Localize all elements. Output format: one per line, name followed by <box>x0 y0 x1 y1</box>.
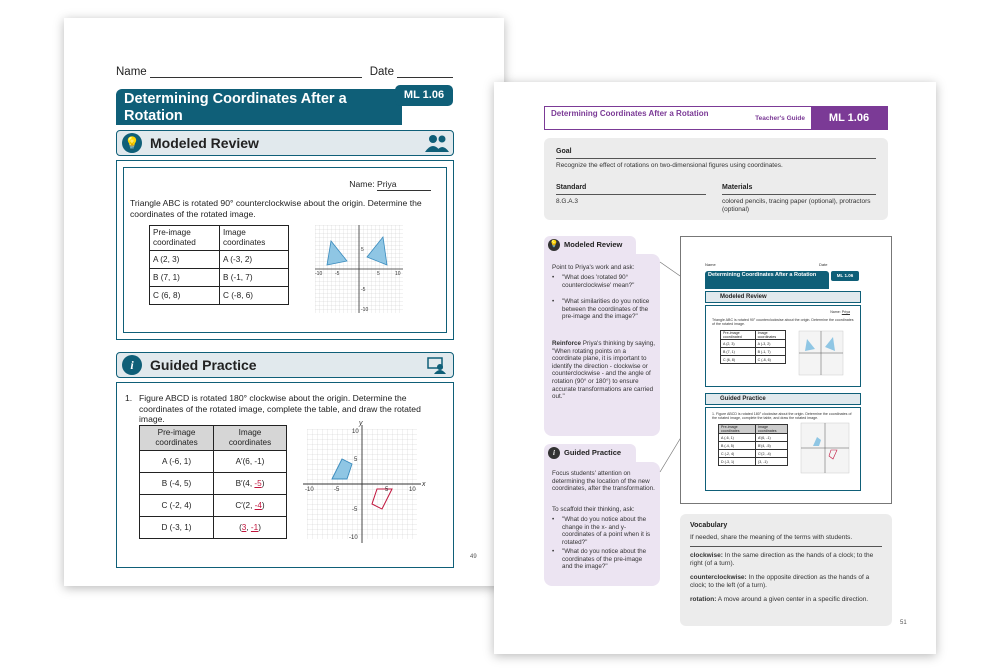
student-name-field: Name: Priya <box>349 179 431 191</box>
guided-practice-title: Guided Practice <box>150 357 257 373</box>
svg-text:-10: -10 <box>305 487 314 493</box>
table-row: D (-3, 1) (3, -1) <box>140 517 287 539</box>
modeled-bullet-1: "What does 'rotated 90° counterclockwise' mean?" <box>562 274 635 289</box>
guide-ml-code: ML 1.06 <box>811 107 887 129</box>
modeled-note-box: Point to Priya's work and ask: • "What does 'rotated 90° counterclockwise' mean?" • "What similarities do you notice between the coordinates of the pre-image and the image?" Reinforce Priya's thinking by saying, "When rotating points on a coordinate plane, it is important to identify the direction - clockwise or counterclockwise - and the angle of rotation (90° or 180°) to ensure accurate transformations are carried out." <box>544 254 660 436</box>
vocabulary-label: Vocabulary <box>690 522 728 529</box>
modeled-col-pre: Pre-image coordinated <box>150 226 220 251</box>
vocab-term-rotation: rotation: A move around a given center in a specific direction. <box>690 596 869 603</box>
thumb-ml: ML 1.06 <box>831 271 859 281</box>
thumb-guided-table: Pre-image coordinates Image coordinates A (-6, 1) A′(6, -1) B (-4, 5) B′(4, -5) C (-2, 4) C′(2, -4) D (-3, 1) (3, -1) <box>718 424 788 466</box>
modeled-table <box>149 225 289 305</box>
thumb-modeled-header: Modeled Review <box>705 291 861 303</box>
svg-text:10: 10 <box>352 429 359 435</box>
student-name: Priya <box>377 179 431 191</box>
table-row: C (-2, 4) C′(2, -4) <box>140 495 287 517</box>
name-line <box>150 67 362 78</box>
vocab-term-clockwise: clockwise: In the same direction as the hands of a clock; to the right (of a turn). <box>690 552 874 567</box>
lightbulb-icon: 💡 <box>122 133 142 153</box>
svg-text:-10: -10 <box>349 535 358 541</box>
guided-col-img: Image coordinates <box>214 426 287 451</box>
table-row: A (-6, 1) A′(6, -1) <box>140 451 287 473</box>
teachers-guide-page <box>494 82 936 654</box>
divider <box>690 546 882 547</box>
answer-d-x: 3 <box>241 523 247 532</box>
goal-label: Goal <box>556 148 572 155</box>
svg-text:-5: -5 <box>335 271 340 277</box>
guided-practice-header <box>116 352 454 378</box>
thumb-grid-1 <box>798 330 844 376</box>
thumb-guided-header: Guided Practice <box>705 393 861 405</box>
modeled-review-box <box>116 160 454 340</box>
thumb-modeled-table: Pre-image coordinated Image coordinates A (2, 3) A (-3, 2) B (7, 1) B (-1, 7) C (6, 8) C (-8, 6) <box>720 330 786 364</box>
guided-focus: Focus students' attention on determining the location of the new coordinates, after the transformation. <box>552 470 655 493</box>
modeled-prompt: Triangle ABC is rotated 90° counterclockwise about the origin. Determine the coordinates of the rotated image. <box>130 198 422 219</box>
thumb-grid-2 <box>800 422 850 474</box>
table-row: C (6, 8) C (-8, 6) <box>150 287 289 305</box>
goal-text: Recognize the effect of rotations on two-dimensional figures using coordinates. <box>556 162 783 169</box>
problem-number: 1. <box>125 393 133 403</box>
svg-text:10: 10 <box>409 487 416 493</box>
student-desk-icon <box>425 356 447 374</box>
modeled-note-tab: 💡 Modeled Review <box>544 236 636 256</box>
svg-text:10: 10 <box>395 271 401 277</box>
guided-bullet-1: "What do you notice about the change in the x- and y-coordinates of a point when it is rotated?" <box>562 516 651 546</box>
thumb-title: Determining Coordinates After a Rotation <box>705 271 829 289</box>
vocabulary-intro: If needed, share the meaning of the terms with students. <box>690 534 853 541</box>
thumb-modeled-box: Name: Priya Triangle ABC is rotated 90° counterclockwise about the origin. Determine the coordinates of the rotated image. Pre-image coordinated Image coordinates A (2, 3) A (-3, 2) B (7, 1) B (-1, 7) C (6, 8) C (-8, 6) <box>705 305 861 387</box>
thumb-guided-box: 1. Figure ABCD is rotated 180° clockwise about the origin. Determine the coordinates of the rotated image, complete the table, and draw the rotated image. Pre-image coordinates Image coordinates A (-6, 1) A′(6, -1) B (-4, 5) B′(4, -5) C (-2, 4) C′(2, -4) D (-3, 1) (3, -1) <box>705 407 861 491</box>
name-date-row <box>116 66 453 78</box>
date-label: Date <box>369 66 394 78</box>
info-icon: i <box>548 447 560 459</box>
svg-text:-5: -5 <box>352 507 358 513</box>
ml-code-tag: ML 1.06 <box>395 85 453 106</box>
people-icon <box>425 134 447 152</box>
standard-text: 8.G.A.3 <box>556 198 579 205</box>
svg-text:x: x <box>422 481 426 488</box>
guided-coordinate-grid <box>297 419 427 551</box>
svg-text:5: 5 <box>354 457 358 463</box>
modeled-review-title: Modeled Review <box>150 135 259 151</box>
teachers-guide-label: Teacher's Guide <box>755 115 805 122</box>
answer-c: -4 <box>254 501 262 510</box>
guided-table <box>139 425 287 539</box>
worksheet-thumbnail <box>680 236 892 504</box>
materials-label: Materials <box>722 184 753 191</box>
vocab-term-counterclockwise: counterclockwise: In the opposite direction as the hands of a clock; to the left (of a turn). <box>690 574 870 589</box>
guide-header-title: Determining Coordinates After a Rotation <box>551 109 709 118</box>
svg-text:5: 5 <box>385 487 389 493</box>
reinforce-text: Reinforce Priya's thinking by saying, "When rotating points on a coordinate plane, it is important to identify the direction - clockwise or counterclockwise - and the angle of rotation (90° or 180°) to ensure accurate transformations are carried out." <box>552 340 656 401</box>
worksheet-title: Determining Coordinates After a Rotation <box>116 89 402 125</box>
svg-text:5: 5 <box>361 247 364 253</box>
materials-text: colored pencils, tracing paper (optional), protractors (optional) <box>722 198 871 213</box>
page-number-right: 51 <box>900 620 907 626</box>
table-row: B (-4, 5) B′(4, -5) <box>140 473 287 495</box>
thumb-name-label: Name <box>705 262 716 267</box>
date-line <box>397 67 453 78</box>
guided-note-box: Focus students' attention on determining the location of the new coordinates, after the transformation. To scaffold their thinking, ask: • "What do you notice about the change in the x- and y-coordinates of a point when it is rotated?" • "What do you notice about the coordinates of the pre-image and the image?" <box>544 462 660 586</box>
svg-text:-5: -5 <box>334 487 340 493</box>
guided-note-tab: i Guided Practice <box>544 444 636 464</box>
guided-practice-box <box>116 382 454 568</box>
table-row: B (7, 1) B (-1, 7) <box>150 269 289 287</box>
answer-d-y: -1 <box>250 523 259 532</box>
modeled-coordinate-grid <box>311 221 407 317</box>
modeled-bullet-2: "What similarities do you notice between the coordinates of the pre-image and the image?" <box>562 298 650 321</box>
answer-b: -5 <box>254 479 262 488</box>
guided-col-pre: Pre-image coordinates <box>140 426 214 451</box>
modeled-intro: Point to Priya's work and ask: <box>552 264 635 271</box>
modeled-review-header <box>116 130 454 156</box>
guided-prompt: Figure ABCD is rotated 180° clockwise about the origin. Determine the coordinates of the rotated image, complete the table, and draw the rotated image. <box>139 393 421 424</box>
guided-scaffold: To scaffold their thinking, ask: <box>552 506 635 513</box>
thumb-date-label: Date <box>819 262 828 267</box>
student-worksheet-page <box>64 18 504 586</box>
vocabulary-box <box>680 514 892 626</box>
svg-text:-5: -5 <box>361 287 366 293</box>
info-icon: i <box>122 355 142 375</box>
standard-label: Standard <box>556 184 587 191</box>
modeled-col-img: Image coordinates <box>220 226 289 251</box>
guided-bullet-2: "What do you notice about the coordinates of the pre-image and the image?" <box>562 548 647 571</box>
name-label: Name <box>116 66 147 78</box>
svg-text:5: 5 <box>377 271 380 277</box>
page-number-left: 49 <box>470 554 477 560</box>
lightbulb-icon: 💡 <box>548 239 560 251</box>
table-row: A (2, 3) A (-3, 2) <box>150 251 289 269</box>
svg-text:-10: -10 <box>315 271 323 277</box>
svg-text:y: y <box>359 420 363 427</box>
svg-text:-10: -10 <box>361 307 369 313</box>
